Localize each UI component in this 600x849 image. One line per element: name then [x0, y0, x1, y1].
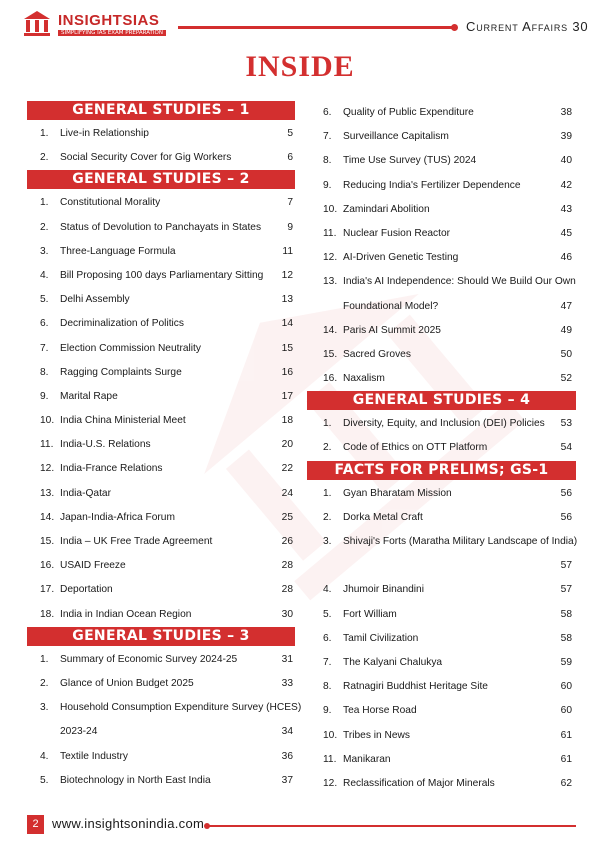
item-page: 14 [281, 318, 293, 330]
toc-item[interactable] [307, 675, 576, 699]
toc-item[interactable] [27, 482, 295, 506]
item-number: 14. [40, 511, 55, 523]
toc-item[interactable] [307, 627, 576, 651]
section-heading-prelims: FACTS FOR PRELIMS; GS-1 [307, 461, 576, 480]
toc-item[interactable] [307, 506, 576, 530]
item-number: 7. [323, 656, 332, 668]
item-page: 42 [560, 179, 572, 191]
item-title: 2023-24 [60, 726, 98, 738]
item-number: 15. [323, 348, 338, 360]
toc-item[interactable] [27, 409, 295, 433]
item-number: 18. [40, 608, 55, 620]
item-title: Naxalism [343, 373, 385, 385]
item-title: Ragging Complaints Surge [60, 366, 182, 378]
item-page: 12 [281, 269, 293, 281]
item-number: 12. [323, 252, 338, 264]
toc-item[interactable] [307, 530, 576, 554]
toc-item[interactable] [307, 343, 576, 367]
item-page: 9 [287, 221, 293, 233]
item-page: 33 [281, 677, 293, 689]
item-title: Gyan Bharatam Mission [343, 487, 452, 499]
item-number: 15. [40, 536, 55, 547]
item-title: The Kalyani Chalukya [343, 656, 443, 668]
item-number: 8. [323, 155, 332, 167]
item-number: 12. [40, 463, 55, 475]
item-number: 16. [323, 373, 338, 385]
toc-item[interactable] [307, 101, 576, 125]
item-number: 5. [40, 294, 49, 306]
item-page: 28 [281, 560, 293, 572]
item-page: 39 [560, 131, 572, 143]
item-number: 13. [40, 487, 55, 499]
item-page: 46 [560, 252, 572, 264]
item-number: 9. [323, 705, 332, 717]
item-number: 9. [40, 390, 49, 402]
brand-tagline: SIMPLIFYING IAS EXAM PREPARATION [58, 30, 166, 36]
item-title: Textile Industry [60, 750, 128, 762]
item-title: Marital Rape [60, 390, 118, 402]
item-title: Social Security Cover for Gig Workers [60, 152, 232, 164]
item-page: 36 [281, 750, 293, 762]
item-number: 2. [40, 221, 49, 233]
item-page: 57 [560, 560, 572, 572]
item-page: 60 [560, 681, 572, 693]
item-page: 37 [281, 774, 293, 786]
item-page: 13 [281, 294, 293, 306]
footer-website-link[interactable]: www.insightsonindia.com [52, 816, 205, 831]
toc-item[interactable] [307, 367, 576, 391]
toc-item[interactable] [307, 149, 576, 173]
item-title: Tamil Civilization [343, 632, 419, 644]
toc-item[interactable] [307, 319, 576, 343]
item-page: 5 [287, 128, 293, 139]
item-page: 30 [281, 608, 293, 620]
footer-divider [208, 825, 576, 827]
brand-logo [22, 9, 172, 39]
item-title: Surveillance Capitalism [343, 131, 449, 143]
item-number: 2. [40, 677, 49, 689]
toc-item[interactable] [27, 554, 295, 578]
toc-item[interactable] [307, 198, 576, 222]
item-page: 45 [560, 227, 572, 239]
item-number: 2. [40, 152, 49, 164]
toc-item[interactable] [27, 648, 295, 672]
item-page: 61 [560, 753, 572, 765]
item-title: Manikaran [343, 753, 391, 765]
item-title: Delhi Assembly [60, 294, 130, 306]
toc-item[interactable] [307, 270, 576, 294]
item-title: Summary of Economic Survey 2024-25 [60, 653, 238, 665]
toc-item[interactable] [27, 769, 295, 793]
toc-item[interactable] [27, 312, 295, 336]
item-number: 1. [40, 653, 49, 665]
toc-item[interactable] [27, 506, 295, 530]
toc-item[interactable] [27, 385, 295, 409]
item-page: 58 [560, 632, 572, 644]
item-number: 4. [40, 750, 49, 762]
item-title: India-France Relations [60, 463, 163, 475]
item-number: 5. [40, 774, 49, 786]
item-number: 4. [40, 269, 49, 281]
toc-item-continued[interactable] [307, 295, 576, 319]
item-page: 38 [560, 107, 572, 118]
item-title: Reclassification of Major Minerals [343, 777, 495, 789]
item-page: 16 [281, 366, 293, 378]
item-page: 7 [287, 197, 293, 209]
item-number: 1. [323, 487, 332, 499]
item-page: 43 [560, 203, 572, 215]
item-title: Glance of Union Budget 2025 [60, 677, 194, 689]
item-number: 16. [40, 560, 55, 572]
item-title: Japan-India-Africa Forum [60, 511, 175, 523]
item-number: 14. [323, 324, 338, 336]
toc-item[interactable] [307, 482, 576, 506]
item-title: Diversity, Equity, and Inclusion (DEI) Policies [343, 418, 545, 430]
item-title: Constitutional Morality [60, 197, 161, 209]
item-number: 6. [40, 318, 49, 330]
toc-item[interactable] [307, 174, 576, 198]
item-title: Time Use Survey (TUS) 2024 [343, 155, 477, 167]
item-page: 56 [560, 511, 572, 523]
item-title: Code of Ethics on OTT Platform [343, 442, 488, 454]
item-title: Zamindari Abolition [343, 203, 430, 215]
item-number: 6. [323, 632, 332, 644]
toc-item[interactable] [27, 361, 295, 385]
toc-item[interactable] [27, 216, 295, 240]
item-number: 10. [323, 729, 338, 741]
item-number: 6. [323, 107, 332, 118]
item-number: 3. [40, 245, 49, 257]
item-page: 54 [560, 442, 572, 454]
item-title: Tea Horse Road [343, 705, 417, 717]
item-title: Paris AI Summit 2025 [343, 324, 441, 336]
item-page: 11 [282, 245, 293, 257]
item-number: 11. [40, 439, 54, 451]
item-number: 11. [323, 227, 337, 239]
item-page: 26 [281, 536, 293, 547]
toc-item[interactable] [27, 696, 302, 720]
item-page: 25 [281, 511, 293, 523]
item-page: 24 [281, 487, 293, 499]
toc-item-continued[interactable] [27, 720, 295, 744]
item-page: 31 [281, 653, 293, 665]
item-title: Election Commission Neutrality [60, 342, 201, 354]
item-title: AI-Driven Genetic Testing [343, 252, 459, 264]
toc-item[interactable] [307, 246, 576, 270]
toc-item[interactable] [27, 122, 295, 146]
toc-item[interactable] [27, 433, 295, 457]
toc-item[interactable] [307, 603, 576, 627]
item-page: 49 [560, 324, 572, 336]
item-title: Fort William [343, 608, 397, 620]
item-title: Sacred Groves [343, 348, 411, 360]
toc-item[interactable] [307, 222, 576, 246]
item-title: Dorka Metal Craft [343, 511, 423, 523]
brand-name: INSIGHTSIAS [58, 12, 160, 29]
toc-item[interactable] [307, 748, 576, 772]
toc-item-continued[interactable] [307, 554, 576, 578]
toc-item[interactable] [27, 288, 295, 312]
item-number: 10. [323, 203, 338, 215]
section-heading-gs3: GENERAL STUDIES – 3 [27, 627, 295, 646]
item-page: 60 [560, 705, 572, 717]
item-title: Nuclear Fusion Reactor [343, 227, 451, 239]
item-number: 1. [40, 128, 49, 139]
item-page: 56 [560, 487, 572, 499]
item-title: Shivaji's Forts (Maratha Military Landscape of India) [343, 536, 578, 547]
item-page: 34 [281, 726, 293, 738]
toc-item[interactable] [27, 191, 295, 215]
toc-item[interactable] [27, 146, 295, 170]
item-page: 22 [281, 463, 293, 475]
item-page: 52 [560, 373, 572, 385]
item-number: 4. [323, 584, 332, 596]
item-title: Foundational Model? [343, 300, 439, 312]
item-title: Biotechnology in North East India [60, 774, 211, 786]
item-number: 8. [40, 366, 49, 378]
item-page: 50 [560, 348, 572, 360]
item-page: 6 [287, 152, 293, 164]
item-number: 2. [323, 511, 332, 523]
toc-item[interactable] [27, 578, 295, 602]
toc-item[interactable] [307, 724, 576, 748]
toc-item[interactable] [27, 240, 295, 264]
header-divider [178, 26, 454, 29]
section-heading-gs4: GENERAL STUDIES – 4 [307, 391, 576, 410]
section-heading-gs1: GENERAL STUDIES – 1 [27, 101, 295, 120]
logo-icon [22, 9, 52, 39]
toc-item[interactable] [307, 699, 576, 723]
toc-item[interactable] [307, 578, 576, 602]
item-title: USAID Freeze [60, 560, 126, 572]
item-number: 12. [323, 777, 338, 789]
toc-item[interactable] [307, 651, 576, 675]
footer-page-number: 2 [27, 815, 44, 834]
item-number: 5. [323, 608, 332, 620]
toc-item[interactable] [27, 745, 295, 769]
item-page: 62 [560, 777, 572, 789]
item-number: 13. [323, 276, 338, 288]
item-page: 58 [560, 608, 572, 620]
item-page: 59 [560, 656, 572, 668]
item-number: 2. [323, 442, 332, 454]
edition-title: Current Affairs 30 [466, 19, 589, 34]
item-title: Bill Proposing 100 days Parliamentary Sitting [60, 269, 264, 281]
toc-item[interactable] [307, 436, 576, 460]
item-number: 10. [40, 415, 55, 427]
toc-item[interactable] [27, 337, 295, 361]
item-title: India in Indian Ocean Region [60, 608, 192, 620]
item-page: 57 [560, 584, 572, 596]
item-title: Tribes in News [343, 729, 410, 741]
item-title: India – UK Free Trade Agreement [60, 536, 213, 547]
item-title: Decriminalization of Politics [60, 318, 184, 330]
toc-item[interactable] [27, 672, 295, 696]
item-title: India-Qatar [60, 487, 111, 499]
item-page: 53 [560, 418, 572, 430]
item-title: India China Ministerial Meet [60, 415, 186, 427]
item-title: Deportation [60, 584, 113, 596]
section-heading-gs2: GENERAL STUDIES – 2 [27, 170, 295, 189]
item-number: 9. [323, 179, 332, 191]
item-page: 18 [281, 415, 293, 427]
item-title: Jhumoir Binandini [343, 584, 424, 596]
toc-item[interactable] [307, 125, 576, 149]
item-page: 20 [281, 439, 293, 451]
toc-left-column [27, 101, 302, 793]
toc-item[interactable] [27, 457, 295, 481]
item-page: 28 [281, 584, 293, 596]
item-title: India's AI Independence: Should We Build Our Own [343, 276, 576, 288]
item-page: 61 [560, 729, 572, 741]
item-number: 17. [40, 584, 55, 596]
item-page: 47 [560, 300, 572, 312]
item-number: 1. [323, 418, 332, 430]
item-title: Three-Language Formula [60, 245, 176, 257]
item-number: 7. [323, 131, 332, 143]
item-number: 1. [40, 197, 49, 209]
item-title: India-U.S. Relations [60, 439, 151, 451]
item-title: Reducing India's Fertilizer Dependence [343, 179, 521, 191]
item-title: Ratnagiri Buddhist Heritage Site [343, 681, 488, 693]
toc-item[interactable] [307, 412, 576, 436]
toc-right-column [307, 101, 576, 796]
toc-item[interactable] [27, 530, 295, 554]
item-title: Quality of Public Expenditure [343, 107, 474, 118]
item-page: 40 [560, 155, 572, 167]
item-title: Status of Devolution to Panchayats in States [60, 221, 262, 233]
toc-item[interactable] [27, 603, 295, 627]
item-number: 7. [40, 342, 49, 354]
item-number: 3. [40, 702, 49, 714]
page-title: INSIDE [245, 50, 355, 83]
item-title: Live-in Relationship [60, 128, 149, 139]
toc-item[interactable] [307, 772, 576, 796]
item-number: 8. [323, 681, 332, 693]
toc-item[interactable] [27, 264, 295, 288]
item-number: 3. [323, 536, 332, 547]
item-page: 15 [281, 342, 293, 354]
item-title: Household Consumption Expenditure Survey (HCES) [60, 702, 302, 714]
item-page: 17 [281, 390, 293, 402]
item-number: 11. [323, 753, 337, 765]
